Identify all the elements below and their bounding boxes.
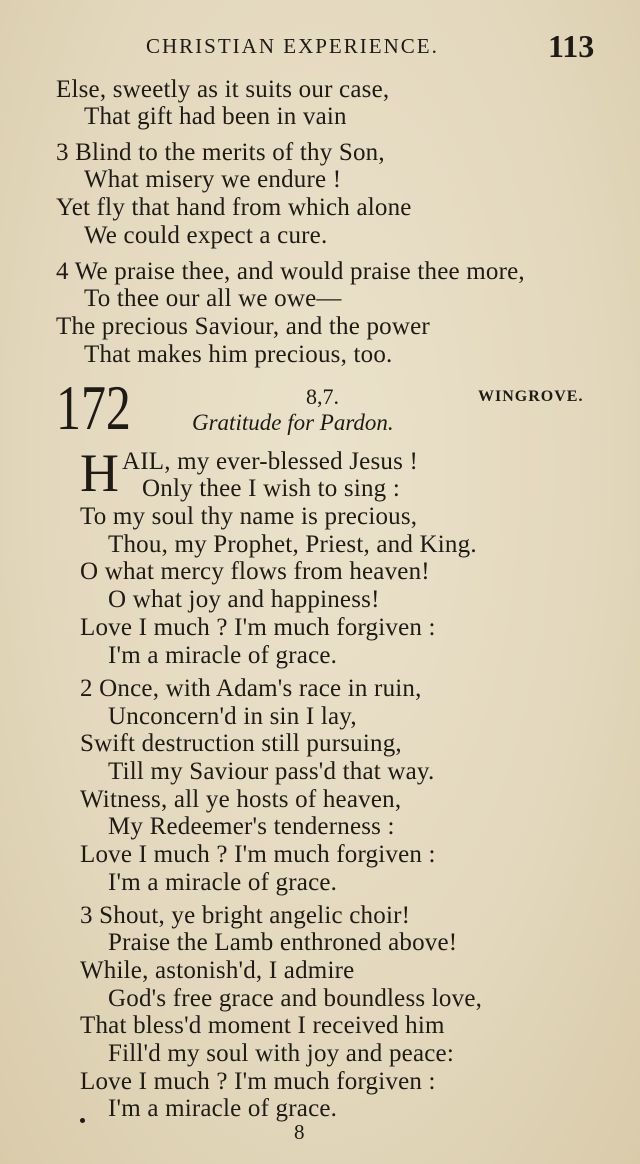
prev-hymn-line: Yet fly that hand from which alone [56,194,412,221]
hymn-number: 172 [56,372,131,443]
signature-mark: 8 [294,1120,305,1144]
hymn-line: I'm a miracle of grace. [108,642,338,669]
hymn-line: Love I much ? I'm much forgiven : [80,614,436,641]
hymn-line: While, astonish'd, I admire [80,957,355,984]
hymn-line: Love I much ? I'm much forgiven : [80,1068,436,1095]
page-number: 113 [548,28,595,64]
hymn-line: 2 Once, with Adam's race in ruin, [80,675,422,702]
hymn-line: I'm a miracle of grace. [108,869,338,896]
hymn-line: Fill'd my soul with joy and peace: [108,1040,454,1067]
prev-hymn-line: That gift had been in vain [84,103,347,130]
ink-dot [80,1118,85,1123]
hymn-line: Love I much ? I'm much forgiven : [80,841,436,868]
hymn-subtitle: Gratitude for Pardon. [192,410,394,435]
prev-hymn-line: We could expect a cure. [84,222,328,249]
hymn-line: I'm a miracle of grace. [108,1095,338,1122]
hymn-line: AIL, my ever-blessed Jesus ! [122,448,418,475]
prev-hymn-line: What misery we endure ! [84,166,342,193]
hymn-line: Thou, my Prophet, Priest, and King. [108,531,477,558]
drop-cap: H [80,443,119,503]
prev-hymn-line: To thee our all we owe— [84,285,342,312]
hymn-tune: WINGROVE. [478,388,584,405]
prev-hymn-line: 4 We praise thee, and would praise thee more, [56,258,525,285]
hymn-line: That bless'd moment I received him [80,1012,445,1039]
hymn-meter: 8,7. [306,384,339,409]
hymn-line: O what joy and happiness! [108,586,380,613]
hymn-line: Praise the Lamb enthroned above! [108,929,458,956]
hymn-line: 3 Shout, ye bright angelic choir! [80,902,411,929]
hymn-line: Swift destruction still pursuing, [80,730,402,757]
running-header: CHRISTIAN EXPERIENCE. [146,34,439,58]
hymn-line: Witness, all ye hosts of heaven, [80,786,402,813]
hymn-line: God's free grace and boundless love, [108,985,483,1012]
hymn-line: Till my Saviour pass'd that way. [108,758,435,785]
prev-hymn-line: That makes him precious, too. [84,341,393,368]
hymn-line: Unconcern'd in sin I lay, [108,703,357,730]
hymn-line: Only thee I wish to sing : [142,475,400,502]
prev-hymn-line: Else, sweetly as it suits our case, [56,76,390,103]
hymn-line: My Redeemer's tenderness : [108,813,395,840]
hymn-line: O what mercy flows from heaven! [80,558,430,585]
prev-hymn-line: 3 Blind to the merits of thy Son, [56,139,385,166]
hymn-line: To my soul thy name is precious, [80,503,418,530]
prev-hymn-line: The precious Saviour, and the power [56,313,430,340]
